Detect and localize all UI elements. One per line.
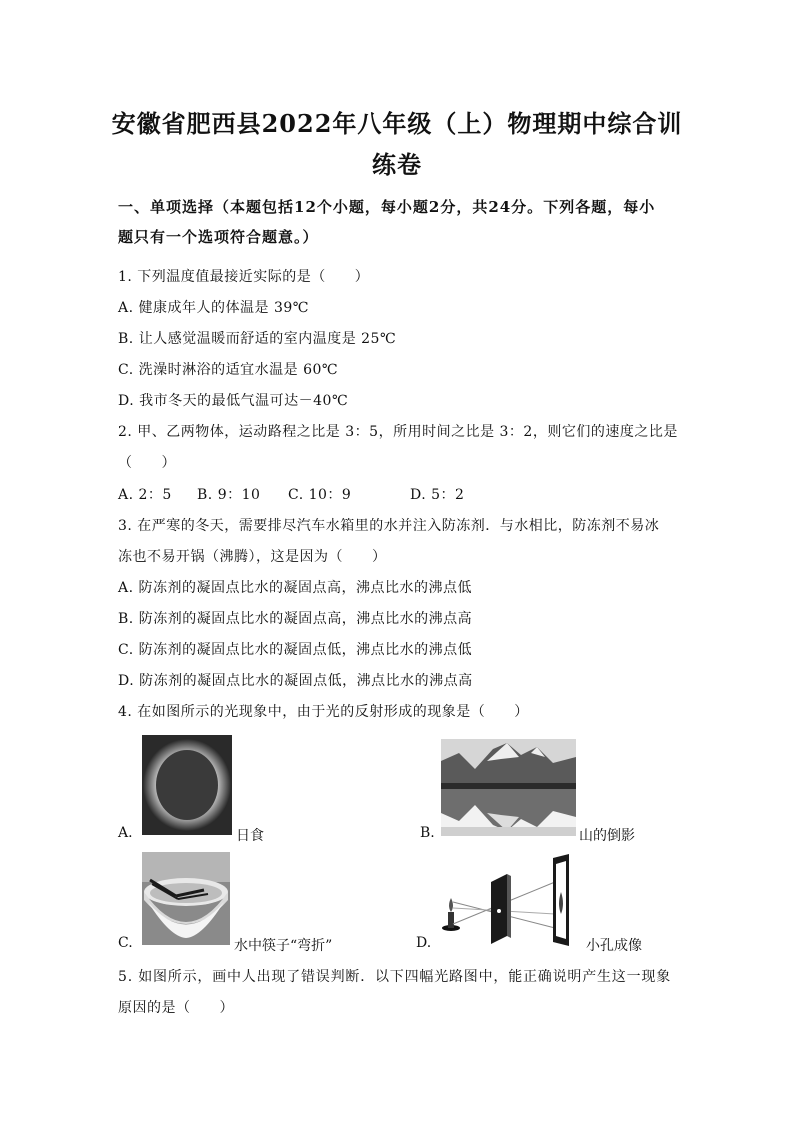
q4-option-a-letter: A.: [118, 825, 133, 841]
q4-option-d-caption: 小孔成像: [586, 938, 642, 954]
section-heading-line2: 题只有一个选项符合题意。）: [118, 228, 319, 246]
page-title-line1: 安徽省肥西县2022年八年级（上）物理期中综合训: [111, 109, 683, 138]
bent-chopsticks-photo: [142, 852, 230, 945]
q3-option-c: C. 防冻剂的凝固点比水的凝固点低，沸点比水的沸点低: [118, 642, 473, 658]
q2-stem-line1: 2. 甲、乙两物体，运动路程之比是 3：5，所用时间之比是 3：2，则它们的速度之比是: [118, 424, 678, 440]
solar-eclipse-photo: [142, 735, 232, 835]
q5-stem-line2: 原因的是（ ）: [118, 1000, 234, 1016]
q2-option-b: B. 9：10: [197, 487, 261, 503]
q3-option-a: A. 防冻剂的凝固点比水的凝固点高，沸点比水的沸点低: [118, 580, 473, 596]
q4-stem: 4. 在如图所示的光现象中，由于光的反射形成的现象是（ ）: [118, 704, 529, 720]
section-heading-line1: 一、单项选择（本题包括12个小题，每小题2分，共24分。下列各题，每小: [118, 198, 656, 216]
q3-option-d: D. 防冻剂的凝固点比水的凝固点低，沸点比水的沸点高: [118, 673, 473, 689]
q4-option-c-caption: 水中筷子“弯折”: [234, 938, 333, 954]
q2-option-a: A. 2：5: [118, 487, 172, 503]
q1-option-b: B. 让人感觉温暖而舒适的室内温度是 25℃: [118, 331, 397, 347]
q4-option-b-letter: B.: [420, 825, 435, 841]
q1-option-a: A. 健康成年人的体温是 39℃: [118, 300, 309, 316]
mountain-reflection-photo: [441, 739, 576, 836]
q3-stem-line2: 冻也不易开锅（沸腾），这是因为（ ）: [118, 549, 387, 565]
q4-option-c-letter: C.: [118, 935, 133, 951]
q5-stem-line1: 5. 如图所示，画中人出现了错误判断．以下四幅光路图中，能正确说明产生这一现象: [118, 969, 672, 985]
q1-option-c: C. 洗澡时淋浴的适宜水温是 60℃: [118, 362, 339, 378]
q3-option-b: B. 防冻剂的凝固点比水的凝固点高，沸点比水的沸点高: [118, 611, 473, 627]
q2-option-d: D. 5：2: [410, 487, 465, 503]
q4-option-a-caption: 日食: [236, 828, 264, 844]
q1-option-d: D. 我市冬天的最低气温可达－40℃: [118, 393, 349, 409]
page-title-line2: 练卷: [372, 150, 422, 179]
q4-option-b-caption: 山的倒影: [579, 828, 635, 844]
q1-stem: 1. 下列温度值最接近实际的是（ ）: [118, 269, 370, 285]
pinhole-camera-diagram: [437, 852, 583, 948]
q2-option-c: C. 10：9: [288, 487, 352, 503]
q2-stem-line2: （ ）: [118, 455, 176, 471]
q4-option-d-letter: D.: [416, 935, 432, 951]
q3-stem-line1: 3. 在严寒的冬天，需要排尽汽车水箱里的水并注入防冻剂．与水相比，防冻剂不易冰: [118, 518, 660, 534]
